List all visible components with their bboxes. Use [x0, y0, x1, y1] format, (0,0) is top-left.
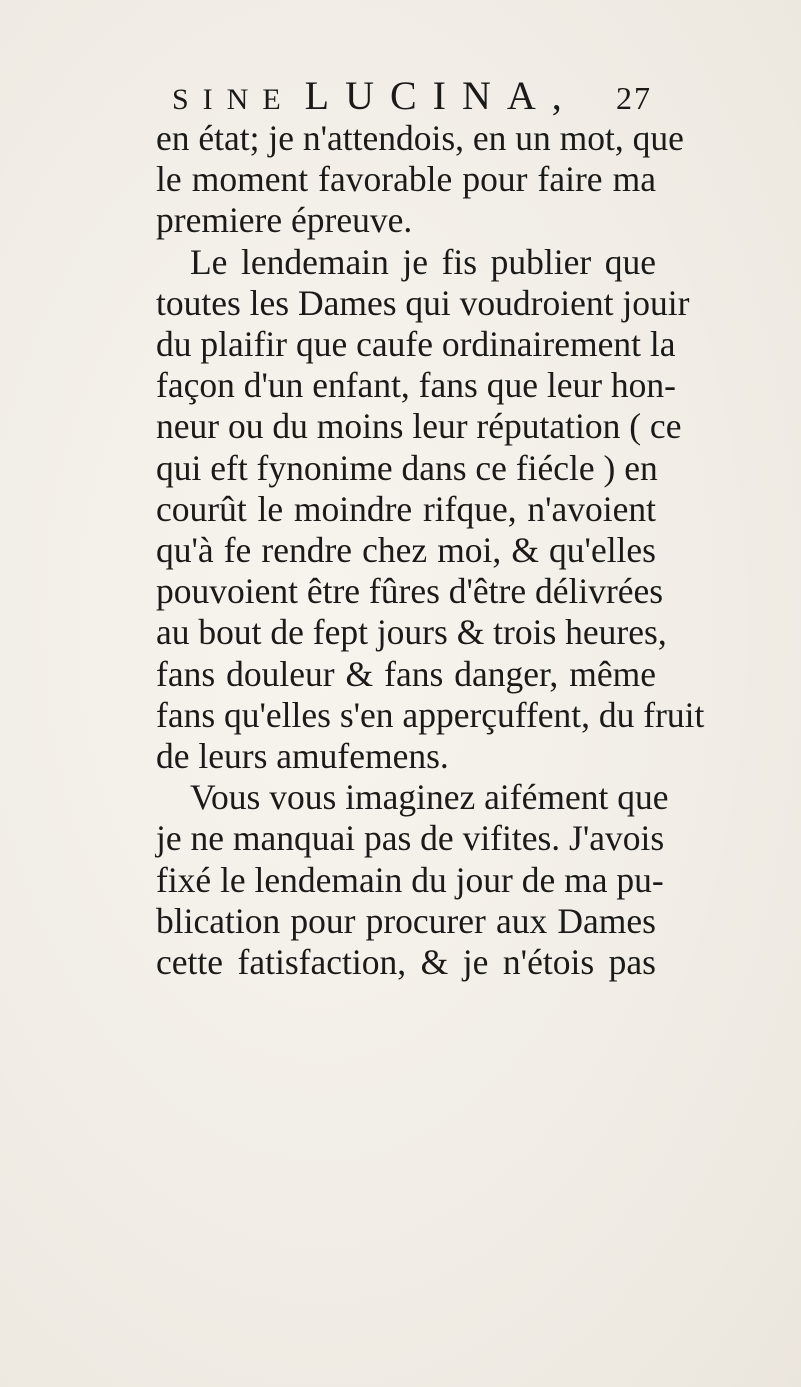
running-title [172, 72, 578, 119]
text-line: Vous vous imaginez aifément que [190, 777, 669, 818]
text-line: fans qu'elles s'en apperçuffent, du fruit [156, 694, 705, 735]
text-line: qui eft fynonime dans ce fiécle ) en [156, 447, 658, 488]
text-line: premiere épreuve. [156, 200, 413, 241]
text-line: cette fatisfaction, & je n'étois pas [156, 942, 656, 983]
text-line: pouvoient être fûres d'être délivrées [156, 571, 664, 612]
text-line: Le lendemain je fis publier que [190, 241, 656, 282]
text-line: neur ou du moins leur réputation ( ce [156, 406, 682, 447]
text-line: qu'à fe rendre chez moi, & qu'elles [156, 530, 656, 571]
text-line: blication pour procurer aux Dames [156, 900, 656, 941]
text-line: fixé le lendemain du jour de ma pu- [156, 859, 664, 900]
text-line: au bout de fept jours & trois heures, [156, 612, 667, 653]
running-title-word-1: SINE [172, 83, 295, 116]
text-line: toutes les Dames qui voudroient jouir [156, 282, 690, 323]
text-line: je ne manquai pas de vifites. J'avois [156, 818, 665, 859]
text-line: en état; je n'attendois, en un mot, que [156, 118, 684, 158]
page-number: 27 [616, 80, 652, 116]
text-line: fans douleur & fans danger, même [156, 653, 656, 694]
text-line: le moment favorable pour faire ma [156, 159, 656, 200]
text-line: du plaifir que caufe ordinairement la [156, 324, 676, 365]
running-head [172, 72, 652, 120]
text-line: façon d'un enfant, fans que leur hon- [156, 365, 676, 406]
text-line: de leurs amufemens. [156, 736, 449, 777]
running-title-word-2: LUCINA, [304, 73, 578, 118]
body-text [156, 118, 705, 983]
text-line: courût le moindre rifque, n'avoient [156, 488, 656, 529]
